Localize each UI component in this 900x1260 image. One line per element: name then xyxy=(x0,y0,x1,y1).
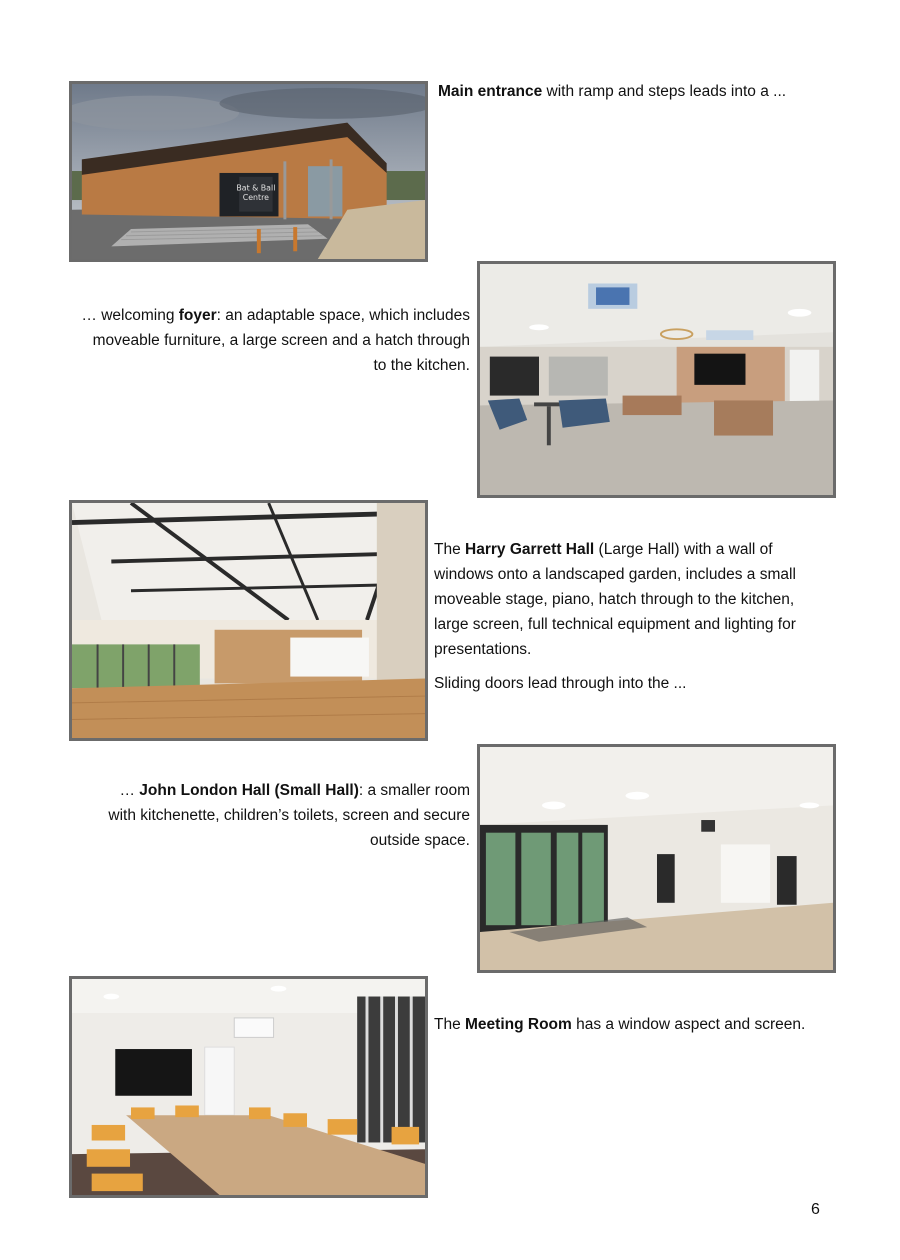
small-hall-caption-text: : a smaller room with kitchenette, children’s toilets, screen and secure outside space. xyxy=(108,782,470,849)
meeting-room-caption-bold: Meeting Room xyxy=(465,1016,572,1033)
large-hall-caption-bold: Harry Garrett Hall xyxy=(465,541,595,558)
small-hall-illustration xyxy=(480,747,833,970)
small-hall-caption-bold: John London Hall (Small Hall) xyxy=(139,782,359,799)
foyer-photo xyxy=(477,261,836,498)
entrance-caption-text: with ramp and steps leads into a ... xyxy=(542,83,787,100)
large-hall-caption-lead: The xyxy=(434,541,466,558)
page-number: 6 xyxy=(811,1201,820,1218)
large-hall-caption xyxy=(434,537,829,696)
large-hall-caption-main xyxy=(434,537,829,662)
foyer-caption-lead: … welcoming xyxy=(81,307,179,324)
meeting-room-caption-lead: The xyxy=(434,1016,466,1033)
foyer-illustration xyxy=(480,264,833,495)
entrance-caption xyxy=(438,79,858,104)
large-hall-illustration xyxy=(72,503,425,738)
main-entrance-illustration xyxy=(72,84,425,259)
large-hall-caption-second: Sliding doors lead through into the ... xyxy=(434,675,687,692)
large-hall-photo xyxy=(69,500,428,741)
large-hall-caption-text: (Large Hall) with a wall of windows onto a landscaped garden, includes a small moveable stage, piano, hatch through to the kitchen, large screen, full technical equipment and lighting for presentations. xyxy=(434,541,796,658)
meeting-room-caption xyxy=(434,1012,814,1037)
meeting-room-caption-text: has a window aspect and screen. xyxy=(571,1016,806,1033)
small-hall-photo xyxy=(477,744,836,973)
entrance-sign-line1: Bat & Ball xyxy=(236,183,276,193)
meeting-room-photo xyxy=(69,976,428,1198)
main-entrance-photo xyxy=(69,81,428,262)
small-hall-caption xyxy=(90,778,470,853)
foyer-caption-bold: foyer xyxy=(178,307,217,324)
entrance-sign-line2: Centre xyxy=(242,193,270,203)
foyer-caption xyxy=(80,303,470,378)
entrance-caption-bold: Main entrance xyxy=(438,83,543,100)
meeting-room-illustration xyxy=(72,979,425,1195)
small-hall-caption-lead: … xyxy=(119,782,140,799)
foyer-caption-text: : an adaptable space, which includes moveable furniture, a large screen and a hatch through to the kitchen. xyxy=(92,307,470,374)
